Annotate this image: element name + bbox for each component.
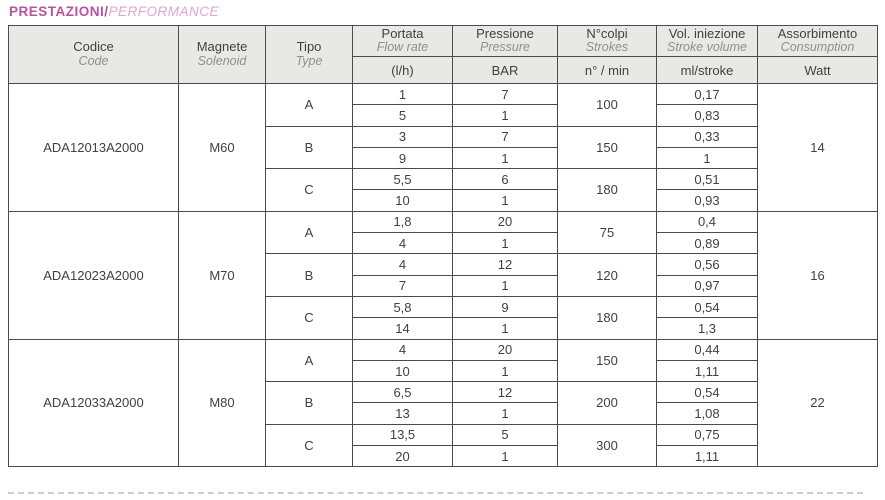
volume-cell: 1,3 <box>657 318 758 339</box>
header-strokes-label: N°colpi <box>586 25 628 41</box>
flow-cell: 9 <box>353 147 453 168</box>
page-title-italian: PRESTAZIONI/ <box>9 4 109 19</box>
volume-cell: 1,08 <box>657 403 758 424</box>
pressure-cell: 12 <box>453 254 558 275</box>
header-strokes <box>558 26 657 57</box>
code-cell: ADA12023A2000 <box>9 211 179 339</box>
volume-cell: 0,89 <box>657 233 758 254</box>
type-cell: C <box>266 424 353 467</box>
table-header <box>9 26 878 84</box>
header-solenoid-label: Magnete <box>196 39 248 55</box>
flow-cell: 13,5 <box>353 424 453 445</box>
header-flow-rate <box>353 26 453 57</box>
header-strokes-unit: n° / min <box>558 57 657 84</box>
pressure-cell: 1 <box>453 233 558 254</box>
header-solenoid <box>179 26 266 84</box>
pressure-cell: 1 <box>453 446 558 467</box>
pressure-cell: 5 <box>453 424 558 445</box>
page-title-english: PERFORMANCE <box>108 4 220 19</box>
header-row-names <box>9 26 878 57</box>
performance-table <box>8 25 878 467</box>
flow-cell: 4 <box>353 254 453 275</box>
pressure-cell: 9 <box>453 296 558 317</box>
type-cell: A <box>266 211 353 254</box>
header-flow-rate-label: Portata <box>381 25 424 41</box>
pressure-cell: 7 <box>453 84 558 105</box>
flow-cell: 10 <box>353 360 453 381</box>
solenoid-cell: M80 <box>179 339 266 467</box>
header-pressure <box>453 26 558 57</box>
header-stroke-volume <box>657 26 758 57</box>
flow-cell: 4 <box>353 233 453 254</box>
volume-cell: 0,33 <box>657 126 758 147</box>
volume-cell: 0,83 <box>657 105 758 126</box>
header-code <box>9 26 179 84</box>
type-cell: B <box>266 254 353 297</box>
header-stroke-volume-label: Vol. iniezione <box>668 25 746 41</box>
header-strokes-translation: Strokes <box>585 40 629 55</box>
header-pressure-unit: BAR <box>453 57 558 84</box>
strokes-cell: 150 <box>558 339 657 382</box>
volume-cell: 1,11 <box>657 446 758 467</box>
flow-cell: 5,8 <box>353 296 453 317</box>
volume-cell: 0,75 <box>657 424 758 445</box>
volume-cell: 1 <box>657 147 758 168</box>
header-type-label: Tipo <box>296 39 322 55</box>
flow-cell: 14 <box>353 318 453 339</box>
pressure-cell: 1 <box>453 275 558 296</box>
pressure-cell: 1 <box>453 190 558 211</box>
bottom-dashed-divider <box>8 492 863 494</box>
table-row <box>9 84 878 105</box>
pressure-cell: 20 <box>453 339 558 360</box>
flow-cell: 5,5 <box>353 169 453 190</box>
type-cell: C <box>266 169 353 212</box>
pressure-cell: 6 <box>453 169 558 190</box>
volume-cell: 0,51 <box>657 169 758 190</box>
flow-cell: 4 <box>353 339 453 360</box>
header-code-translation: Code <box>78 53 109 68</box>
pressure-cell: 1 <box>453 147 558 168</box>
header-consumption <box>758 26 878 57</box>
header-stroke-volume-translation: Stroke volume <box>667 40 747 55</box>
flow-cell: 6,5 <box>353 382 453 403</box>
header-pressure-label: Pressione <box>476 25 534 41</box>
code-cell: ADA12033A2000 <box>9 339 179 467</box>
table-row <box>9 339 878 360</box>
header-stroke-volume-unit: ml/stroke <box>657 57 758 84</box>
header-type-translation: Type <box>295 53 323 68</box>
strokes-cell: 180 <box>558 296 657 339</box>
flow-cell: 1 <box>353 84 453 105</box>
header-solenoid-translation: Solenoid <box>197 53 247 68</box>
header-flow-rate-unit: (l/h) <box>353 57 453 84</box>
strokes-cell: 180 <box>558 169 657 212</box>
flow-cell: 7 <box>353 275 453 296</box>
flow-cell: 5 <box>353 105 453 126</box>
consumption-cell: 16 <box>758 211 878 339</box>
flow-cell: 3 <box>353 126 453 147</box>
volume-cell: 0,97 <box>657 275 758 296</box>
volume-cell: 0,44 <box>657 339 758 360</box>
consumption-cell: 22 <box>758 339 878 467</box>
strokes-cell: 75 <box>558 211 657 254</box>
flow-cell: 13 <box>353 403 453 424</box>
flow-cell: 1,8 <box>353 211 453 232</box>
header-consumption-translation: Consumption <box>780 40 855 55</box>
type-cell: A <box>266 84 353 127</box>
pressure-cell: 20 <box>453 211 558 232</box>
consumption-cell: 14 <box>758 84 878 212</box>
header-consumption-unit: Watt <box>758 57 878 84</box>
table-row <box>9 211 878 232</box>
solenoid-cell: M60 <box>179 84 266 212</box>
pressure-cell: 1 <box>453 360 558 381</box>
flow-cell: 10 <box>353 190 453 211</box>
type-cell: B <box>266 126 353 169</box>
type-cell: A <box>266 339 353 382</box>
pressure-cell: 1 <box>453 318 558 339</box>
header-code-label: Codice <box>73 39 114 55</box>
volume-cell: 0,54 <box>657 382 758 403</box>
header-type <box>266 26 353 84</box>
volume-cell: 0,17 <box>657 84 758 105</box>
flow-cell: 20 <box>353 446 453 467</box>
page-title <box>9 4 219 19</box>
header-consumption-label: Assorbimento <box>777 25 858 41</box>
header-pressure-translation: Pressure <box>479 40 531 55</box>
strokes-cell: 120 <box>558 254 657 297</box>
strokes-cell: 300 <box>558 424 657 467</box>
strokes-cell: 100 <box>558 84 657 127</box>
volume-cell: 0,54 <box>657 296 758 317</box>
header-flow-rate-translation: Flow rate <box>376 40 429 55</box>
type-cell: B <box>266 382 353 425</box>
volume-cell: 0,93 <box>657 190 758 211</box>
pressure-cell: 7 <box>453 126 558 147</box>
table-body <box>9 84 878 467</box>
volume-cell: 0,56 <box>657 254 758 275</box>
code-cell: ADA12013A2000 <box>9 84 179 212</box>
volume-cell: 1,11 <box>657 360 758 381</box>
type-cell: C <box>266 296 353 339</box>
pressure-cell: 12 <box>453 382 558 403</box>
solenoid-cell: M70 <box>179 211 266 339</box>
volume-cell: 0,4 <box>657 211 758 232</box>
pressure-cell: 1 <box>453 403 558 424</box>
strokes-cell: 150 <box>558 126 657 169</box>
pressure-cell: 1 <box>453 105 558 126</box>
strokes-cell: 200 <box>558 382 657 425</box>
